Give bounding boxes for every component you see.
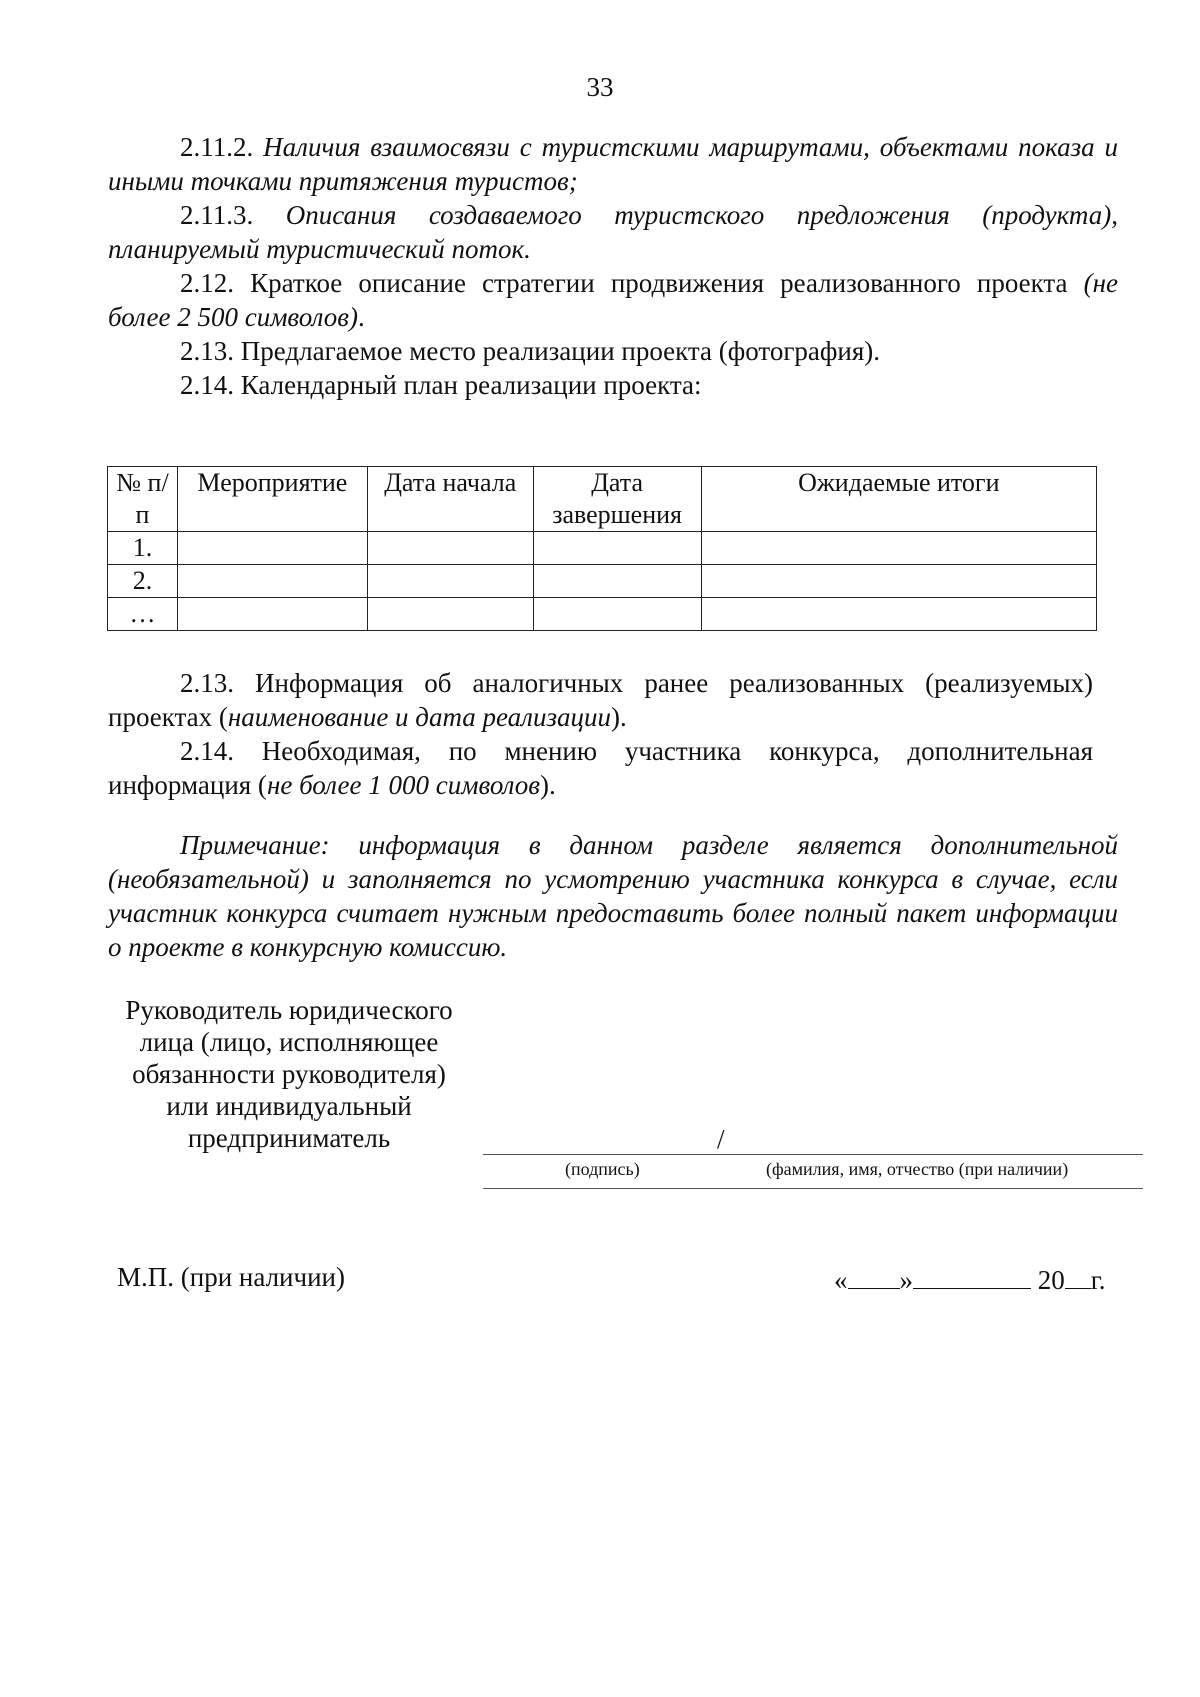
year-blank[interactable]	[1065, 1262, 1091, 1289]
note-italic: Примечание: информация в данном разделе является дополнительной (необязательной) и заполняется по усмотрению участника конкурса в случае, если участник конкурса считает нужным предоставить более полный пакет информации о проекте в конкурсную комиссию.	[108, 830, 1118, 962]
row-num: 1.	[108, 532, 178, 565]
table-cell[interactable]	[701, 532, 1096, 565]
header-results: Ожидаемые итоги	[701, 467, 1096, 532]
calendar-plan-table	[107, 466, 1097, 631]
signature-bottom-line	[483, 1188, 1143, 1189]
date-field	[834, 1262, 1106, 1296]
item-2-12	[108, 266, 1118, 334]
item-italic: наименование и дата реализации	[227, 702, 611, 732]
caption-fullname: (фамилия, имя, отчество (при наличии)	[766, 1159, 1069, 1179]
row-num: 2.	[108, 565, 178, 598]
table-row	[108, 598, 1097, 631]
item-text: 2.13. Информация об аналогичных ранее реализованных (реализуемых) проектах (	[108, 668, 1093, 732]
header-event: Мероприятие	[177, 467, 367, 532]
year-suffix: г.	[1090, 1265, 1106, 1295]
header-num: № п/п	[108, 467, 178, 532]
date-close-quote: »	[899, 1265, 913, 1295]
year-prefix: 20	[1037, 1265, 1065, 1295]
item-number: 2.11.3.	[180, 200, 286, 230]
note-block	[108, 828, 1118, 964]
table-cell[interactable]	[533, 598, 701, 631]
table-cell[interactable]	[701, 565, 1096, 598]
table-cell[interactable]	[533, 565, 701, 598]
table-cell[interactable]	[367, 598, 533, 631]
signatory-title: Руководитель юридического лица (лицо, исполняющее обязанности руководителя) или индивидуальный предприниматель	[125, 995, 453, 1153]
stamp-label: М.П. (при наличии)	[117, 1262, 345, 1292]
item-2-14-info	[108, 734, 1093, 802]
item-text: Описания создаваемого туристского предложения (продукта), планируемый туристический поток.	[108, 200, 1119, 264]
date-open-quote: «	[834, 1265, 848, 1295]
header-end: Дата завершения	[533, 467, 701, 532]
item-italic: не более 1 000 символов	[266, 770, 541, 800]
item-end: ).	[540, 770, 556, 800]
signature-slash: /	[717, 1124, 725, 1154]
table-cell[interactable]	[367, 565, 533, 598]
table-cell[interactable]	[533, 532, 701, 565]
item-2-13-info	[108, 666, 1093, 734]
item-2-11-3	[108, 198, 1118, 266]
note-text	[108, 828, 1118, 964]
item-text: 2.14. Необходимая, по мнению участника конкурса, дополнительная информация (	[108, 736, 1093, 800]
item-text: Наличия взаимосвязи с туристскими маршрутами, объектами показа и иными точками притяжения туристов;	[108, 132, 1119, 196]
item-2-11-2	[108, 130, 1118, 198]
item-end: ).	[610, 702, 627, 732]
table-cell[interactable]	[177, 565, 367, 598]
item-2-13: 2.13. Предлагаемое место реализации проекта (фотография).	[180, 336, 881, 366]
item-italic: (не более 2 500 символов)	[108, 268, 1118, 332]
item-text: 2.12. Краткое описание стратегии продвижения реализованного проекта	[180, 268, 1084, 298]
table-row	[108, 565, 1097, 598]
item-number: 2.11.2.	[180, 132, 264, 162]
table-cell[interactable]	[701, 598, 1096, 631]
section-items-top	[108, 130, 1118, 402]
month-blank[interactable]	[913, 1262, 1031, 1289]
item-end: .	[357, 302, 365, 332]
day-blank[interactable]	[848, 1262, 900, 1289]
table-cell[interactable]	[177, 532, 367, 565]
table-cell[interactable]	[177, 598, 367, 631]
item-2-14: 2.14. Календарный план реализации проекта:	[180, 370, 702, 400]
section-items-bottom	[108, 666, 1093, 802]
table-cell[interactable]	[367, 532, 533, 565]
caption-signature: (подпись)	[565, 1159, 640, 1179]
signature-line[interactable]	[483, 1154, 1143, 1155]
table-row	[108, 532, 1097, 565]
header-start: Дата начала	[367, 467, 533, 532]
table-header-row	[108, 467, 1097, 532]
page-number: 33	[586, 72, 614, 102]
row-num: …	[108, 598, 178, 631]
